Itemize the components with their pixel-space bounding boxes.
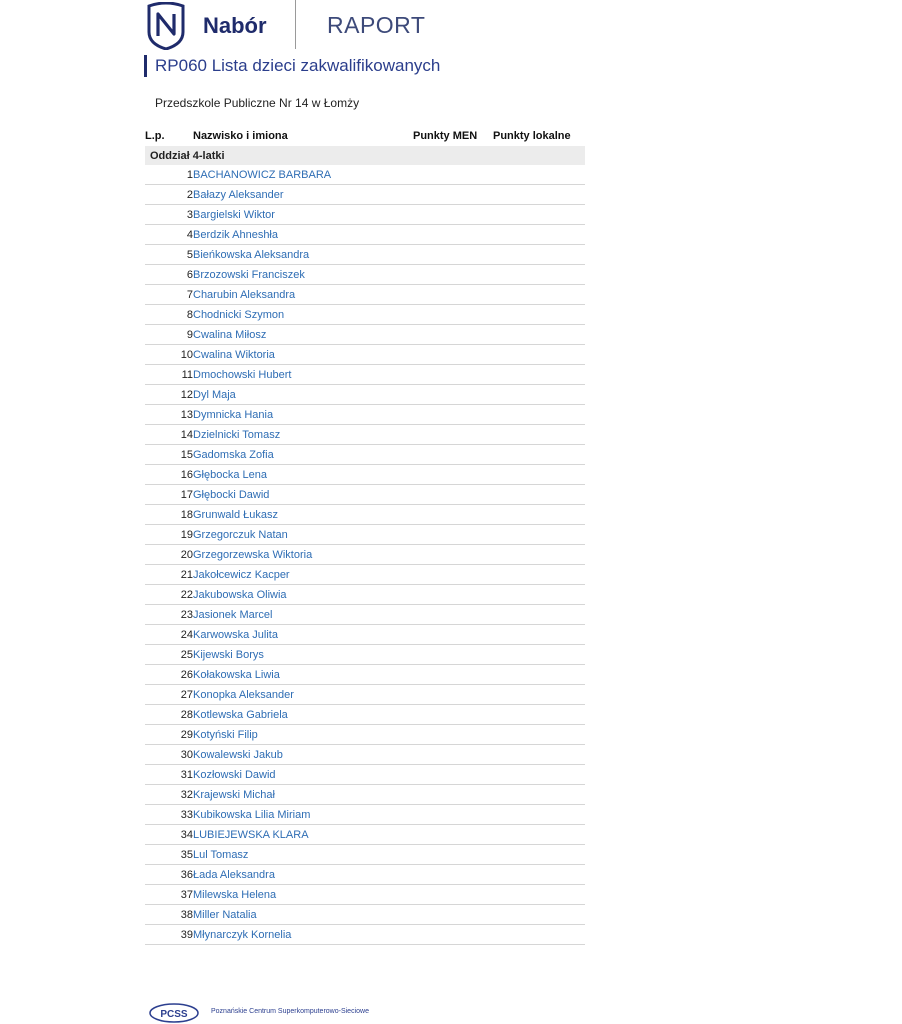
table-row — [145, 885, 585, 905]
table-row — [145, 605, 585, 625]
child-name-link[interactable]: Kowalewski Jakub — [193, 745, 413, 765]
table-row — [145, 845, 585, 865]
footer-org-name: Poznańskie Centrum Superkomputerowo-Sieciowe — [211, 1008, 369, 1015]
table-row — [145, 805, 585, 825]
local-points-cell — [493, 525, 585, 545]
child-name-link[interactable]: Kotyński Filip — [193, 725, 413, 745]
child-name-link[interactable]: Dymnicka Hania — [193, 405, 413, 425]
row-number: 37 — [145, 885, 193, 905]
table-row — [145, 825, 585, 845]
row-number: 24 — [145, 625, 193, 645]
local-points-cell — [493, 545, 585, 565]
child-name-link[interactable]: Chodnicki Szymon — [193, 305, 413, 325]
men-points-cell — [413, 765, 493, 785]
men-points-cell — [413, 225, 493, 245]
child-name-link[interactable]: Grzegorczuk Natan — [193, 525, 413, 545]
column-header-local-points: Punkty lokalne — [493, 130, 571, 142]
child-name-link[interactable]: Karwowska Julita — [193, 625, 413, 645]
men-points-cell — [413, 445, 493, 465]
table-row — [145, 325, 585, 345]
group-label: Oddział 4-latki — [145, 146, 585, 165]
child-name-link[interactable]: Jasionek Marcel — [193, 605, 413, 625]
child-name-link[interactable]: Głębocki Dawid — [193, 485, 413, 505]
men-points-cell — [413, 305, 493, 325]
table-row — [145, 405, 585, 425]
pcss-logo-text: PCSS — [160, 1009, 188, 1020]
table-row — [145, 385, 585, 405]
row-number: 13 — [145, 405, 193, 425]
local-points-cell — [493, 225, 585, 245]
title-accent-bar — [144, 55, 147, 77]
local-points-cell — [493, 805, 585, 825]
school-name: Przedszkole Publiczne Nr 14 w Łomży — [155, 96, 360, 110]
table-header-row — [145, 126, 585, 146]
row-number: 26 — [145, 665, 193, 685]
group-row — [145, 146, 585, 165]
row-number: 30 — [145, 745, 193, 765]
local-points-cell — [493, 685, 585, 705]
table-row — [145, 785, 585, 805]
header-divider — [295, 0, 296, 49]
men-points-cell — [413, 685, 493, 705]
local-points-cell — [493, 625, 585, 645]
nabor-logo-icon — [146, 2, 186, 50]
child-name-link[interactable]: Berdzik Ahneshła — [193, 225, 413, 245]
local-points-cell — [493, 465, 585, 485]
men-points-cell — [413, 645, 493, 665]
men-points-cell — [413, 665, 493, 685]
row-number: 11 — [145, 365, 193, 385]
table-row — [145, 905, 585, 925]
local-points-cell — [493, 325, 585, 345]
men-points-cell — [413, 465, 493, 485]
local-points-cell — [493, 925, 585, 945]
child-name-link[interactable]: Lul Tomasz — [193, 845, 413, 865]
row-number: 15 — [145, 445, 193, 465]
child-name-link[interactable]: Bargielski Wiktor — [193, 205, 413, 225]
local-points-cell — [493, 845, 585, 865]
men-points-cell — [413, 505, 493, 525]
local-points-cell — [493, 345, 585, 365]
row-number: 18 — [145, 505, 193, 525]
local-points-cell — [493, 605, 585, 625]
column-header-name: Nazwisko i imiona — [193, 130, 288, 142]
local-points-cell — [493, 445, 585, 465]
local-points-cell — [493, 365, 585, 385]
row-number: 22 — [145, 585, 193, 605]
child-name-link[interactable]: Brzozowski Franciszek — [193, 265, 413, 285]
local-points-cell — [493, 485, 585, 505]
local-points-cell — [493, 305, 585, 325]
men-points-cell — [413, 865, 493, 885]
local-points-cell — [493, 745, 585, 765]
local-points-cell — [493, 865, 585, 885]
local-points-cell — [493, 205, 585, 225]
men-points-cell — [413, 485, 493, 505]
local-points-cell — [493, 385, 585, 405]
local-points-cell — [493, 785, 585, 805]
table-row — [145, 205, 585, 225]
local-points-cell — [493, 285, 585, 305]
child-name-link[interactable]: Dyl Maja — [193, 385, 413, 405]
table-row — [145, 925, 585, 945]
table-row — [145, 565, 585, 585]
men-points-cell — [413, 825, 493, 845]
men-points-cell — [413, 805, 493, 825]
child-name-link[interactable]: Łada Aleksandra — [193, 865, 413, 885]
men-points-cell — [413, 325, 493, 345]
child-name-link[interactable]: BACHANOWICZ BARBARA — [193, 165, 413, 185]
local-points-cell — [493, 265, 585, 285]
men-points-cell — [413, 565, 493, 585]
child-name-link[interactable]: Dzielnicki Tomasz — [193, 425, 413, 445]
child-name-link[interactable]: Kijewski Borys — [193, 645, 413, 665]
table-row — [145, 465, 585, 485]
men-points-cell — [413, 605, 493, 625]
table-row — [145, 485, 585, 505]
table-row — [145, 685, 585, 705]
men-points-cell — [413, 185, 493, 205]
child-name-link[interactable]: Kubikowska Lilia Miriam — [193, 805, 413, 825]
row-number: 29 — [145, 725, 193, 745]
child-name-link[interactable]: Kozłowski Dawid — [193, 765, 413, 785]
column-header-men-points: Punkty MEN — [413, 130, 478, 142]
table-row — [145, 345, 585, 365]
child-name-link[interactable]: LUBIEJEWSKA KLARA — [193, 825, 413, 845]
child-name-link[interactable]: Kotlewska Gabriela — [193, 705, 413, 725]
table-row — [145, 525, 585, 545]
row-number: 2 — [145, 185, 193, 205]
row-number: 39 — [145, 925, 193, 945]
men-points-cell — [413, 165, 493, 185]
row-number: 35 — [145, 845, 193, 865]
men-points-cell — [413, 365, 493, 385]
table-row — [145, 445, 585, 465]
child-name-link[interactable]: Gadomska Zofia — [193, 445, 413, 465]
child-name-link[interactable]: Krajewski Michał — [193, 785, 413, 805]
row-number: 1 — [145, 165, 193, 185]
child-name-link[interactable]: Cwalina Miłosz — [193, 325, 413, 345]
child-name-link[interactable]: Grunwald Łukasz — [193, 505, 413, 525]
child-name-link[interactable]: Bałazy Aleksander — [193, 185, 413, 205]
report-title: RP060 Lista dzieci zakwalifikowanych — [155, 56, 441, 75]
men-points-cell — [413, 745, 493, 765]
footer — [149, 1002, 409, 1024]
row-number: 34 — [145, 825, 193, 845]
row-number: 36 — [145, 865, 193, 885]
local-points-cell — [493, 885, 585, 905]
child-name-link[interactable]: Dmochowski Hubert — [193, 365, 413, 385]
child-name-link[interactable]: Jakołcewicz Kacper — [193, 565, 413, 585]
row-number: 31 — [145, 765, 193, 785]
column-header-lp: L.p. — [145, 130, 165, 142]
row-number: 23 — [145, 605, 193, 625]
table-row — [145, 305, 585, 325]
table-row — [145, 705, 585, 725]
row-number: 38 — [145, 905, 193, 925]
men-points-cell — [413, 265, 493, 285]
row-number: 21 — [145, 565, 193, 585]
men-points-cell — [413, 585, 493, 605]
table-row — [145, 225, 585, 245]
men-points-cell — [413, 285, 493, 305]
men-points-cell — [413, 845, 493, 865]
men-points-cell — [413, 885, 493, 905]
men-points-cell — [413, 425, 493, 445]
pcss-logo-icon — [149, 1003, 199, 1023]
local-points-cell — [493, 825, 585, 845]
table-row — [145, 265, 585, 285]
local-points-cell — [493, 245, 585, 265]
men-points-cell — [413, 385, 493, 405]
table-row — [145, 645, 585, 665]
table-row — [145, 745, 585, 765]
row-number: 33 — [145, 805, 193, 825]
row-number: 28 — [145, 705, 193, 725]
row-number: 9 — [145, 325, 193, 345]
row-number: 10 — [145, 345, 193, 365]
report-label: RAPORT — [327, 12, 426, 38]
local-points-cell — [493, 505, 585, 525]
table-row — [145, 545, 585, 565]
men-points-cell — [413, 405, 493, 425]
row-number: 25 — [145, 645, 193, 665]
men-points-cell — [413, 205, 493, 225]
table-row — [145, 505, 585, 525]
child-name-link[interactable]: Miller Natalia — [193, 905, 413, 925]
men-points-cell — [413, 725, 493, 745]
local-points-cell — [493, 565, 585, 585]
child-name-link[interactable]: Milewska Helena — [193, 885, 413, 905]
table-row — [145, 365, 585, 385]
local-points-cell — [493, 585, 585, 605]
child-name-link[interactable]: Głębocka Lena — [193, 465, 413, 485]
local-points-cell — [493, 725, 585, 745]
row-number: 12 — [145, 385, 193, 405]
child-name-link[interactable]: Cwalina Wiktoria — [193, 345, 413, 365]
row-number: 5 — [145, 245, 193, 265]
child-name-link[interactable]: Kołakowska Liwia — [193, 665, 413, 685]
local-points-cell — [493, 905, 585, 925]
row-number: 14 — [145, 425, 193, 445]
row-number: 3 — [145, 205, 193, 225]
men-points-cell — [413, 625, 493, 645]
report-header — [146, 0, 746, 52]
men-points-cell — [413, 925, 493, 945]
child-name-link[interactable]: Grzegorzewska Wiktoria — [193, 545, 413, 565]
child-name-link[interactable]: Konopka Aleksander — [193, 685, 413, 705]
child-name-link[interactable]: Charubin Aleksandra — [193, 285, 413, 305]
local-points-cell — [493, 705, 585, 725]
children-table — [145, 126, 585, 945]
local-points-cell — [493, 405, 585, 425]
row-number: 6 — [145, 265, 193, 285]
row-number: 32 — [145, 785, 193, 805]
table-row — [145, 865, 585, 885]
brand-name: Nabór — [203, 13, 267, 38]
table-row — [145, 425, 585, 445]
men-points-cell — [413, 545, 493, 565]
table-row — [145, 165, 585, 185]
men-points-cell — [413, 905, 493, 925]
row-number: 20 — [145, 545, 193, 565]
table-row — [145, 725, 585, 745]
row-number: 8 — [145, 305, 193, 325]
child-name-link[interactable]: Młynarczyk Kornelia — [193, 925, 413, 945]
table-row — [145, 285, 585, 305]
men-points-cell — [413, 525, 493, 545]
child-name-link[interactable]: Jakubowska Oliwia — [193, 585, 413, 605]
men-points-cell — [413, 245, 493, 265]
table-row — [145, 625, 585, 645]
row-number: 16 — [145, 465, 193, 485]
local-points-cell — [493, 425, 585, 445]
table-row — [145, 585, 585, 605]
local-points-cell — [493, 645, 585, 665]
table-row — [145, 245, 585, 265]
local-points-cell — [493, 185, 585, 205]
row-number: 27 — [145, 685, 193, 705]
table-row — [145, 665, 585, 685]
local-points-cell — [493, 765, 585, 785]
table-row — [145, 765, 585, 785]
table-row — [145, 185, 585, 205]
row-number: 17 — [145, 485, 193, 505]
men-points-cell — [413, 705, 493, 725]
local-points-cell — [493, 665, 585, 685]
local-points-cell — [493, 165, 585, 185]
row-number: 4 — [145, 225, 193, 245]
men-points-cell — [413, 785, 493, 805]
men-points-cell — [413, 345, 493, 365]
row-number: 7 — [145, 285, 193, 305]
child-name-link[interactable]: Bieńkowska Aleksandra — [193, 245, 413, 265]
row-number: 19 — [145, 525, 193, 545]
